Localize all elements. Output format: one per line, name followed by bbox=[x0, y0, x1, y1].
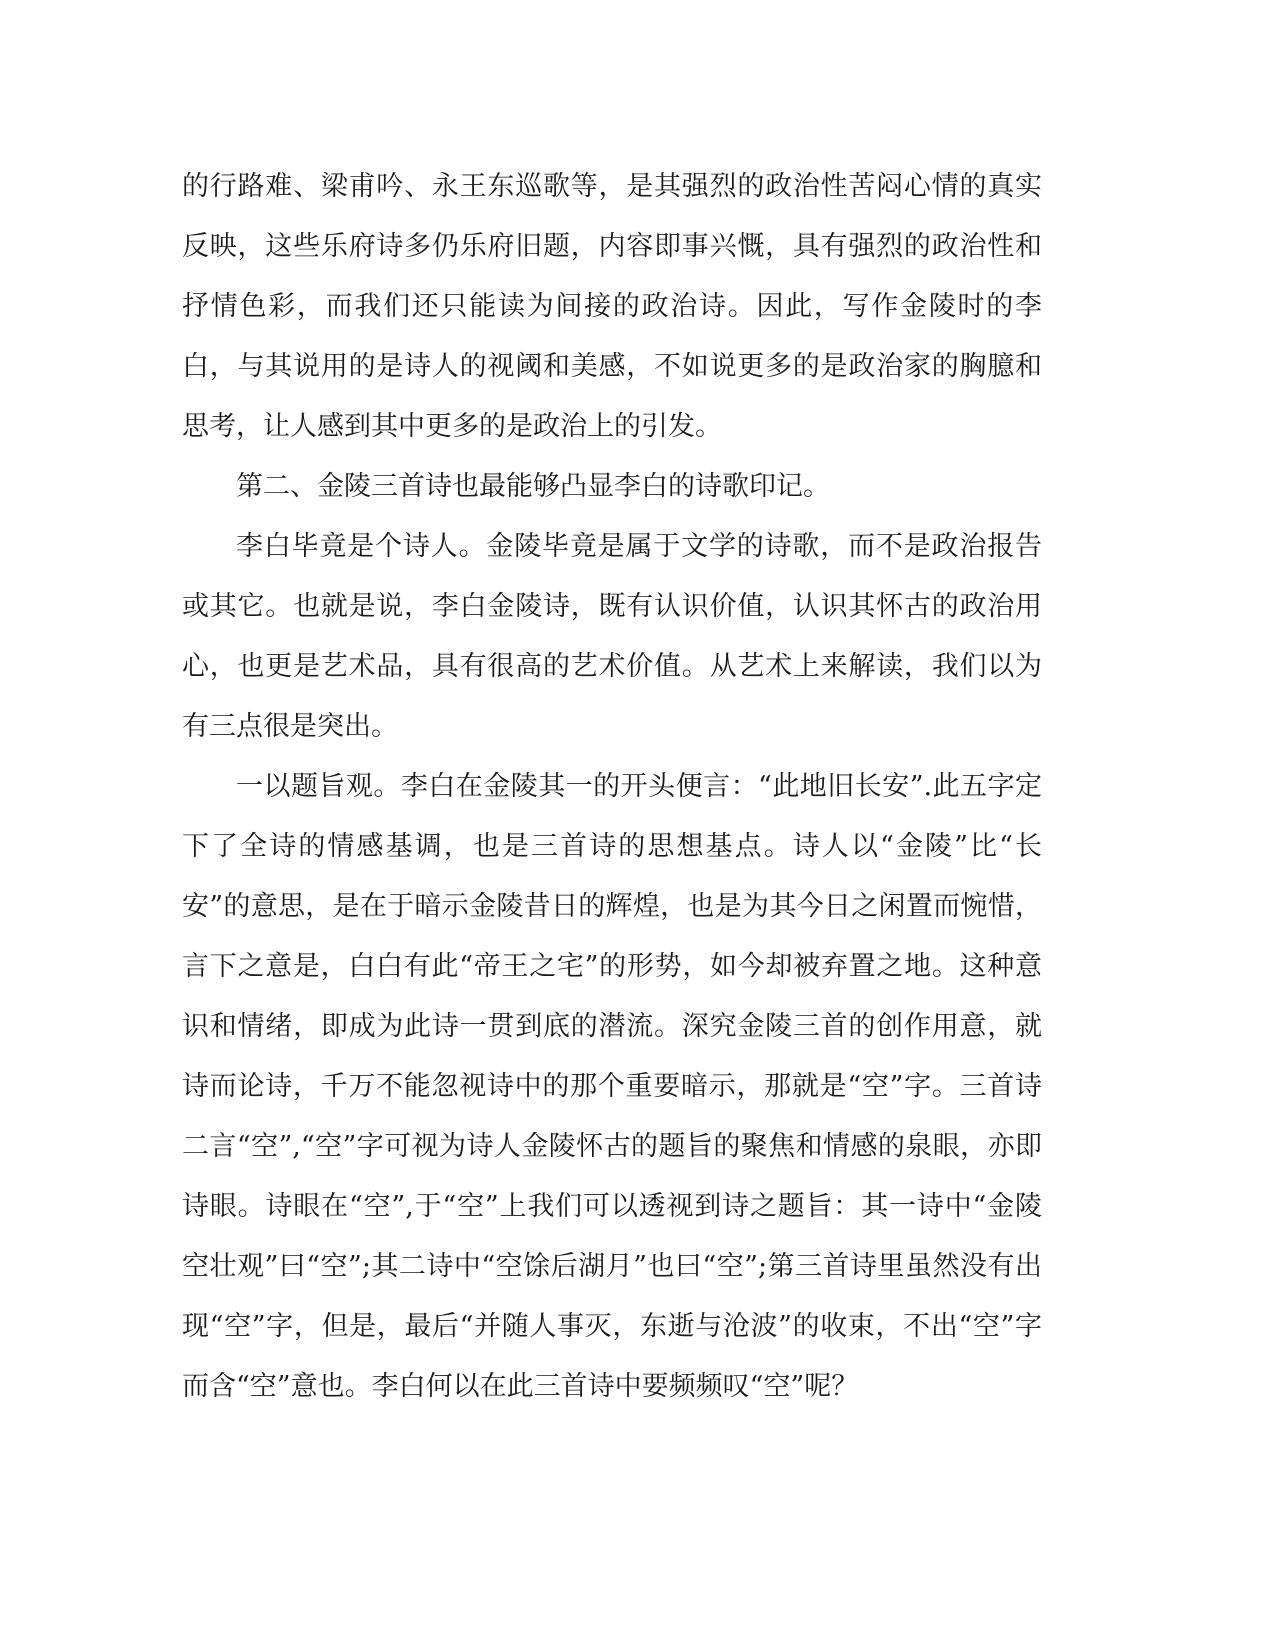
paragraph-2: 第二、金陵三首诗也最能够凸显李白的诗歌印记。 bbox=[236, 471, 830, 502]
paragraph-1: 的行路难、梁甫吟、永王东巡歌等，是其强烈的政治性苦闷心情的真实反映，这些乐府诗多仍乐府旧题，内容即事兴慨，具有强烈的政治性和抒情色彩，而我们还只能读为间接的政治诗。因此，写作金陵时的李白，与其说用的是诗人的视阈和美感，不如说更多的是政治家的胸臆和思考，让人感到其中更多的是政治上的引发。 bbox=[182, 171, 1042, 442]
body-text bbox=[182, 157, 1042, 1417]
paragraph-4: 一以题旨观。李白在金陵其一的开头便言：“此地旧长安”.此五字定下了全诗的情感基调，也是三首诗的思想基点。诗人以“金陵”比“长安”的意思，是在于暗示金陵昔日的辉煌，也是为其今日之闲置而惋惜，言下之意是，白白有此“帝王之宅”的形势，如今却被弃置之地。这种意识和情绪，即成为此诗一贯到底的潜流。深究金陵三首的创作用意，就诗而论诗，千万不能忽视诗中的那个重要暗示，那就是“空”字。三首诗二言“空”,“空”字可视为诗人金陵怀古的题旨的聚焦和情感的泉眼，亦即诗眼。诗眼在“空”,于“空”上我们可以透视到诗之题旨：其一诗中“金陵空壮观”曰“空”;其二诗中“空馀后湖月”也曰“空”;第三首诗里虽然没有出现“空”字，但是，最后“并随人事灭，东逝与沧波”的收束，不出“空”字而含“空”意也。李白何以在此三首诗中要频频叹“空”呢？ bbox=[182, 771, 1042, 1402]
paragraph-3: 李白毕竟是个诗人。金陵毕竟是属于文学的诗歌，而不是政治报告或其它。也就是说，李白金陵诗，既有认识价值，认识其怀古的政治用心，也更是艺术品，具有很高的艺术价值。从艺术上来解读，我们以为有三点很是突出。 bbox=[182, 531, 1042, 742]
